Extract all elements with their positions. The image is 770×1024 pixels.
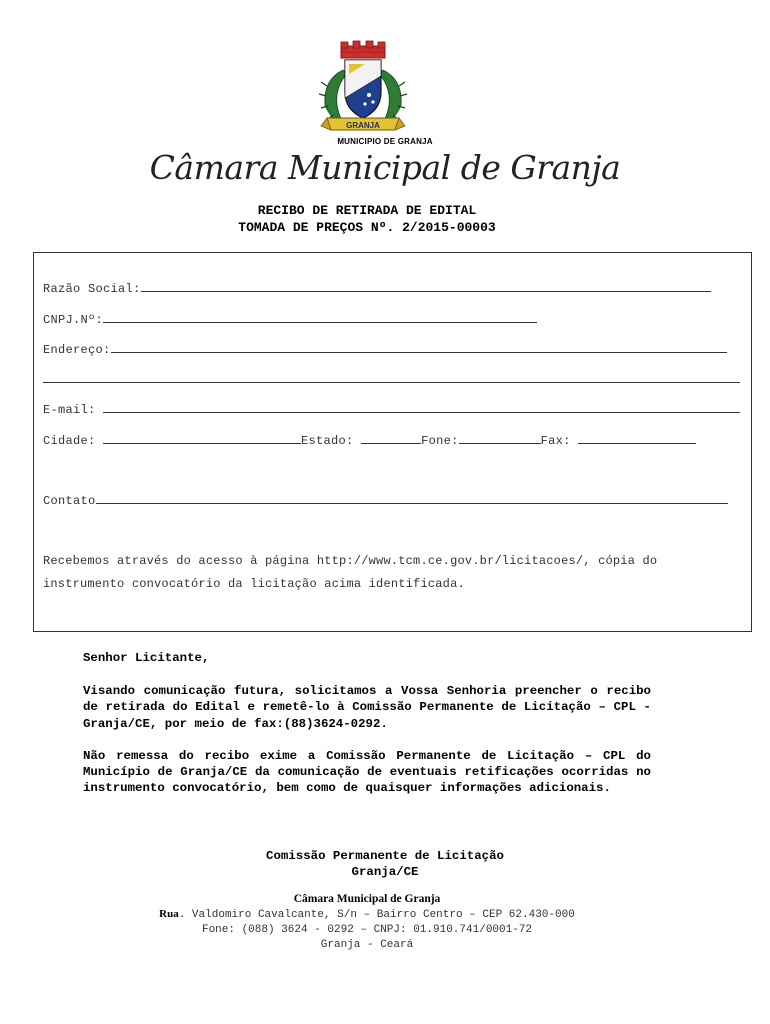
endereco-continuation-field[interactable] [43,372,740,383]
footer-contact: Fone: (088) 3624 - 0292 – CNPJ: 01.910.741/0001-72 [201,924,533,936]
estado-label: Estado: [301,434,354,448]
endereco-row [43,342,727,357]
footer-name: Câmara Municipal de Granja [293,893,441,905]
footer-address [0,907,734,923]
fax-field[interactable] [578,433,696,444]
salutation: Senhor Licitante, [83,651,210,665]
endereco-label: Endereço: [43,343,111,357]
signature-line1: Comissão Permanente de Licitação [266,849,504,863]
cidade-row [43,433,696,448]
chamber-title: Câmara Municipal de Granja [149,148,621,187]
cidade-field[interactable] [103,433,301,444]
signature-block [0,848,770,880]
email-label: E-mail: [43,403,96,417]
municipal-crest-logo [313,40,413,135]
contato-field[interactable] [96,493,728,504]
razao-social-field[interactable] [141,281,711,292]
razao-social-row [43,281,711,296]
document-title-line1: RECIBO DE RETIRADA DE EDITAL [257,203,477,218]
svg-text:GRANJA: GRANJA [346,121,380,130]
municipality-label: MUNICIPIO DE GRANJA [337,137,433,146]
contato-label: Contato [43,494,96,508]
instructions-body [83,650,651,796]
paragraph-fax-request: Visando comunicação futura, solicitamos a Vossa Senhoria preencher o recibo de retirada do Edital e remetê-lo à Comissão Permanente de Licitação – CPL - Granja/CE, por meio de fax:(88)3624-0292. [83,684,651,731]
email-field[interactable] [103,402,740,413]
cnpj-row [43,312,537,327]
fax-label: Fax: [540,434,571,448]
document-title [0,202,734,236]
paragraph-disclaimer: Não remessa do recibo exime a Comissão Permanente de Licitação – CPL do Município de Granja/CE da comunicação de eventuais retificações ocorridas no instrumento convocatório, bem como de quaisquer informações adicionais. [83,748,651,796]
footer [0,892,734,953]
fone-field[interactable] [459,433,541,444]
email-row [43,402,740,417]
footer-city: Granja - Ceará [320,939,414,951]
footer-address-text: . Valdomiro Cavalcante, S/n – Bairro Centro – CEP 62.430-000 [178,909,575,921]
receipt-notice: Recebemos através do acesso à página http://www.tcm.ce.gov.br/licitacoes/, cópia do instrumento convocatório da licitação acima identificada. [43,554,658,591]
contato-row [43,493,728,508]
signature-line2: Granja/CE [351,865,419,879]
footer-rua-label: Rua [159,908,179,920]
receipt-form-box [33,252,752,632]
estado-field[interactable] [361,433,421,444]
endereco-continuation-row [43,372,740,387]
cidade-label: Cidade: [43,434,96,448]
cnpj-field[interactable] [103,312,537,323]
cnpj-label: CNPJ.Nº: [43,313,104,327]
fone-label: Fone: [421,434,459,448]
endereco-field[interactable] [111,342,727,353]
document-title-line2: TOMADA DE PREÇOS Nº. 2/2015-00003 [238,220,496,235]
razao-social-label: Razão Social: [43,282,141,296]
